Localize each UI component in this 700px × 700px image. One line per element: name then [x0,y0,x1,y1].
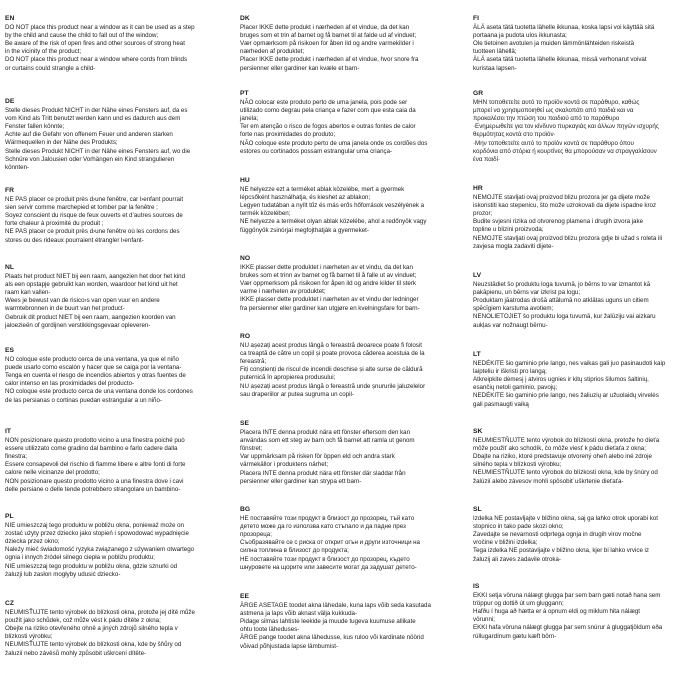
warning-section-cz [5,600,223,658]
language-code: DK [240,15,250,22]
warning-section-sl [473,506,691,564]
language-code: BG [240,506,251,513]
warning-section-lv [473,272,691,330]
warning-section-de [5,98,223,172]
warning-section-en [5,15,223,73]
warning-text: НЕ поставяйте този продукт в близост до прозорец, тъй като детето може да го използва като стъпало и да падне през прозореца; Съобразявайте се с риска от открит огън и други източници на силна топлина в близост до продукта; НЕ поставяйте този продукт в близост до прозорец, където шнуровете на щорите или завесите могат да задушат детето- [240,514,420,571]
warning-text: EKKI setja vöruna nálægt glugga þar sem barn gæti notað hana sem tröppur og dottið út um gluggann; Hafðu í huga að hætta er á opnum eldi og miklum hita nálægt vörunni; EKKI hafa vöruna nálægt glugga þar sem snúrur á gluggatjöldum eða rúllugardínum gætu kæft börn- [473,591,663,640]
warning-text: NU așezați acest produs lângă o fereastră deoarece poate fi folosit ca treaptă de către un copil și poate provoca căderea acestuia de la fereastră; Fiți conștienți de riscul de incendii deschise și alte surse de căldură puternică în apropierea produsului; NU așezați acest produs lângă o fereastră unde șnururile jaluzelelor sau draperiilor ar putea sugruma un copil- [240,341,426,398]
warning-section-fr [5,187,223,245]
warning-section-pt [240,90,458,156]
language-code: SK [473,428,483,435]
warning-section-is [473,583,691,641]
warning-section-es [5,347,223,405]
language-code: ES [5,347,14,354]
warning-section-nl [5,264,223,330]
warning-text: Izdelka NE postavljajte v bližino okna, saj ga lahko otrok uporabi kot stopnico in tako pade skozi okno; Zavedajte se nevarnosti odprtega ognja in drugih virov močne vročine v bližini izdelka; Tega izdelka NE postavljajte v bližino okna, kjer bi lahko vrvice iz žaluzij ali zaves zadavile otroka- [473,514,658,563]
warning-section-no [240,255,458,313]
warning-section-hu [240,177,458,235]
warning-text: NIE umieszczaj tego produktu w pobliżu okna, ponieważ może on zostać użyty przez dziecko jako stopień i spowodować wypadnięcie dziecka przez okno; Należy mieć świadomość ryzyka związanego z używaniem otwartego ognia i innych źródeł silnego ciepła w pobliżu produktu; NIE umieszczaj tego produktu w pobliżu okna, gdzie sznurki od żaluzji lub zasłon mogłyby udusić dziecko- [5,521,195,578]
warning-section-pl [5,513,223,579]
warning-section-lt [473,351,691,409]
language-code: IS [473,583,480,590]
language-code: NO [240,255,251,262]
warning-text: NEUMIESTŇUJTE tento výrobok do blízkosti okna, pretože ho dieťa môže použiť ako schodík, čo môže viesť k pádu dieťaťa z okna; Dbajte na riziko, ktoré predstavuje otvorený oheň alebo iné zdroje silného tepla v blízkosti výrobku; NEUMIESTŇUJTE tento výrobok do blízkosti okna, kde by šnúry od žalúzií alebo závesov mohli spôsobiť uškrtenie dieťaťa- [473,436,660,485]
warning-text: Placer IKKE dette produkt i nærheden af et vindue, da det kan bruges som et trin af barnet og få barnet til at falde ud af vinduet; Vær opmærksom på risikoen for åben ild og andre varmekilder i nærheden af produktet; Placer IKKE dette produkt i nærheden af et vindue, hvor snore fra persienner eller gardiner kan kvæle et barn- [240,23,419,72]
warning-section-se [240,420,458,486]
language-code: CZ [5,600,14,607]
language-code: FR [5,187,14,194]
warning-text: DO NOT place this product near a window as it can be used as a step by the child and cause the child to fall out of the window; Be aware of the risk of open fires and other sources of strong heat in the vicinity of the product; DO NOT place this product near a window where cords from blinds or curtains could strangle a child- [5,23,195,72]
warning-text: IKKE plasser dette produktet i nærheten av et vindu, da det kan brukes som et trinn av barnet og få barnet til å falle ut av vinduet; Vær oppmerksom på risikoen for åpen ild og andre kilder til sterk varme i nærheten av produktet; IKKE plasser dette produktet i nærheten av et vindu der ledninger fra persienner eller gardiner kan utgjøre en kvelningsfare for barn- [240,263,420,312]
warning-text: Placera INTE denna produkt nära ett fönster eftersom den kan användas som ett steg av barn och få barnet att ramla ut genom fönstret; Var uppmärksam på risken för öppen eld och andra stark värmekällor i produktens närhet; Placera INTE denna produkt nära ett fönster där sladdar från persienner eller gardiner kan strypa ett barn- [240,428,415,485]
warning-section-dk [240,15,458,73]
language-code: NL [5,264,14,271]
language-code: PT [240,90,249,97]
warning-text: NON posizionare questo prodotto vicino a una finestra poiché può essere utilizzato come gradino dal bambino e farlo cadere dalla finestra; Essere consapevoli del rischio di fiamme libere e altre fonti di forte calore nelle vicinanze del prodotto; NON posizionare questo prodotto vicino a una finestra dove i cavi delle persiane o delle tende potrebbero strangolare un bambino- [5,436,186,493]
warning-section-ee [240,593,458,651]
warning-section-gr [473,90,691,164]
warning-text: NO coloque este producto cerca de una ventana, ya que el niño puede usarlo como escalón y hacer que se caiga por la ventana- Tenga en cuenta el riesgo de incendios abiertos y otras fuentes de calor intenso en las proximidades del producto- NO coloque este producto cerca de una ventana donde los cordones de las persianas o cortinas puedan estrangular a un niño- [5,355,193,404]
warning-section-sk [473,428,691,486]
language-code: FI [473,15,479,22]
warning-section-bg [240,506,458,572]
warning-text: NEMOJTE stavljati ovaj proizvod blizu prozora jer ga dijete može iskoristiti kao stepenicu, što može uzrokovati da dijete ispadne kroz prozor; Budite svjesni rizika od otvorenog plamena i drugih izvora jake topline u blizini proizvoda; NEMOJTE stavljati ovaj proizvod blizu prozora gdje bi užad s roleta ili zavjesa mogla zadaviti dijete- [473,193,663,250]
warning-text: Plaats het product NIET bij een raam, aangezien het door het kind als een opstapje gebruikt kan worden, waardoor het kind uit het raam kan vallen- Wees je bewust van de risico›s van open vuur en andere warmtebronnen in de buurt van het product- Gebruik dit product NIET bij een raam, aangezien koorden van jaloezieën of gordijnen verstikkingsgevaar opleveren- [5,272,186,329]
warning-section-it [5,428,223,494]
warning-text: ÄLÄ aseta tätä tuotetta lähelle ikkunaa, koska lapsi voi käyttää sitä portaana ja pudota ulos ikkunasta; Ole tietoinen avotulen ja muiden lämmönlähteiden riskeistä tuotteen lähellä; ÄLÄ aseta tätä tuotetta lähelle ikkunaa, missä verhonarut voivat kuristaa lapsen- [473,23,655,72]
warning-text: Stelle dieses Produkt NICHT in der Nähe eines Fensters auf, da es vom Kind als Tritt benutzt werden kann und es dadurch aus dem Fenster fallen könnte; Achte auf die Gefahr von offenem Feuer und anderen starken Wärmequellen in der Nähe des Produkts; Stelle dieses Produkt NICHT in der Nähe eines Fensters auf, wo die Schnüre von Jalousien oder Vorhängen ein Kind strangulieren könnten- [5,106,191,171]
warning-text: ΜΗΝ τοποθετείτε αυτό το προϊόν κοντά σε παράθυρο, καθώς μπορεί να χρησιμοποιηθεί ως σκαλοπάτι από παιδιά και να προκαλέσει την πτώση του παιδιού από το παράθυρο ·Ενημερωθείτε για τον κίνδυνο πυρκαγιάς και άλλων πηγών ισχυρής θερμότητας κοντά στο προϊόν· ·Μην τοποθετείτε αυτό το προϊόν κοντά σε παράθυρο όπου κορδόνια από στόρια ή κουρτίνες θα μπορούσαν να στραγγαλίσουν ένα παιδί· [473,98,659,163]
language-code: LV [473,272,482,279]
language-code: HU [240,177,250,184]
language-code: HR [473,185,483,192]
warning-section-ro [240,333,458,399]
language-code: SL [473,506,482,513]
warning-text: NEUMISŤUJTE tento výrobek do blízkosti okna, protože jej dítě může použít jako schůdek, což může vést k pádu dítěte z okna; Obejte na riziko otevřeného ohně a jiných zdrojů silného tepla v blízkosti výrobku; NEUMISŤUJTE tento výrobek do blízkosti okna, kde by šňůry od žaluzií nebo závěsů mohly způsobit uškrcení dítěte- [5,608,195,657]
warning-text: NE helyezze ezt a terméket ablak közelébe, mert a gyermek lépcsőként használhatja, és kieshet az ablakon; Legyen tudatában a nyílt tűz és más erős hőforrások veszélyének a termék közelében; NE helyezze a terméket olyan ablak közelébe, ahol a redőnyök vagy függönyök zsinórjai megfojthatják a gyermeket- [240,185,427,234]
warning-text: ÄRGE ASETAGE toodet akna lähedale, kuna laps võib seda kasutada astmena ja laps võib aknast välja kukkuda- Pidage silmas lahtiste leekide ja muude tugeva kuumuse allikate ohtu toote läheduses- ÄRGE pange toodet akna lähedusse, kus ruloo või kardinate nöörid võivad põhjustada lapse lämbumist- [240,601,431,650]
language-code: RO [240,333,251,340]
language-code: LT [473,351,481,358]
warning-section-hr [473,185,691,251]
language-code: SE [240,420,249,427]
language-code: EE [240,593,249,600]
warning-section-fi [473,15,691,73]
language-code: GR [473,90,484,97]
warning-text: Neuzstādiet šo produktu loga tuvumā, jo bērns to var izmantot kā pakāpienu, un bērns var izkrist pa logu; Produktam jāatrodas drošā attālumā no atklātas uguns un citiem spēcīgiem karstuma avotiem; NENOLIETOJIET šo produktu loga tuvumā, kur žalūziju vai aizkaru aukļas var nožnaugt bērnu- [473,280,656,329]
warning-text: NE PAS placer ce produit près d›une fenêtre, car l›enfant pourrait sien servir comme marchepied et tomber par la fenêtre ; Soyez conscient du risque de feux ouverts et d’autres sources de forte chaleur à proximité du produit ; NE PAS placer ce produit près d›une fenêtre où les cordons des stores ou des rideaux pourraient étrangler l›enfant- [5,195,184,244]
language-code: PL [5,513,14,520]
warning-text: NEDĖKITE šio gaminio prie lango, nes vaikas gali juo pasinaudoti kaip laipteliu ir iškristi pro langą; Atkreipkite dėmesį į atviros ugnies ir kitų stiprios šilumos šaltinių, esančių netoli gaminio, pavojų; NEDĖKITE šio gaminio prie lango, nes žaliuzių ar užuolaidų virvelės gali pasmaugti vaiką [473,359,666,408]
warning-text: NÃO colocar este produto perto de uma janela, pois pode ser utilizado como degrau pela criança e fazer com que esta caia da janela; Ter em atenção o risco de fogos abertos e outras fontes de calor forte nas proximidades do produto; NÃO coloque este produto perto de uma janela onde os cordões dos estores ou cortinados possam estrangular uma criança- [240,98,428,155]
language-code: IT [5,428,11,435]
language-code: DE [5,98,15,105]
language-code: EN [5,15,15,22]
